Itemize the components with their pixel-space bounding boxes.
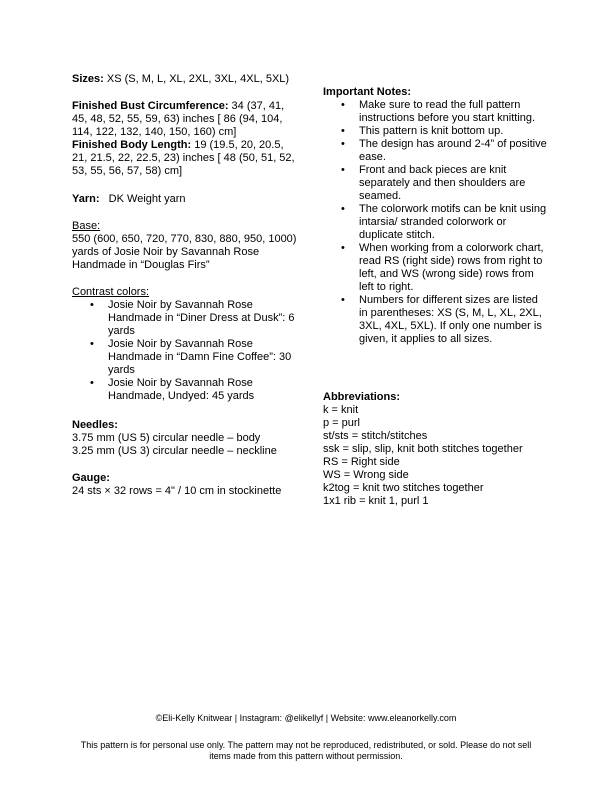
yarn-value: DK Weight yarn [99,193,186,205]
contrast-heading: Contrast colors: [72,286,150,298]
abbreviation-item: RS = Right side [323,456,400,468]
body-length-line [72,139,297,178]
note-item: • Numbers for different sizes are listed in parentheses: XS (S, M, L, XL, 2XL, 3XL, 4XL, 5XL). If only one number is given, it applies to all sizes. [323,294,548,346]
base-text: 550 (600, 650, 720, 770, 830, 880, 950, 1000) yards of Josie Noir by Savannah Rose Handmade in “Douglas Firs” [72,233,297,271]
sizes-line [72,73,297,86]
yarn-block [72,193,297,206]
abbreviation-item: p = purl [323,417,360,429]
yarn-line [72,193,297,206]
footer-credit: ©Eli-Kelly Knitwear | Instagram: @elikellyf | Website: www.eleanorkelly.com [155,713,457,723]
note-item: • This pattern is knit bottom up. [323,125,548,138]
sizes-value: XS (S, M, L, XL, 2XL, 3XL, 4XL, 5XL) [103,73,290,85]
base-block [72,220,297,272]
bust-label: Finished Bust Circumference: [72,100,229,112]
abbreviations-list [323,404,548,508]
notes-heading: Important Notes: [323,86,411,98]
gauge-block [72,472,297,498]
abbreviation-item: 1x1 rib = knit 1, purl 1 [323,495,429,507]
abbreviation-item: k2tog = knit two stitches together [323,482,484,494]
sizes-label: Sizes: [72,73,104,85]
note-item: • When working from a colorwork chart, read RS (right side) rows from right to left, and WS (wrong side) rows from left to right. [323,242,548,294]
abbreviations-block [323,391,548,508]
base-heading: Base: [72,220,101,232]
note-item: • The colorwork motifs can be knit using intarsia/ stranded colorwork or duplicate stitch. [323,203,548,242]
gauge-heading: Gauge: [72,472,110,484]
contrast-block [72,286,297,403]
body-length-value: 19 (19.5, 20, 20.5, 21, 21.5, 22, 22.5, 23) inches [ 48 (50, 51, 52, 53, 55, 56, 57, 58) cm] [72,139,295,177]
abbreviation-item: WS = Wrong side [323,469,409,481]
needles-list [72,432,297,458]
note-item: • Make sure to read the full pattern instructions before you start knitting. [323,99,548,125]
contrast-list [72,299,297,403]
sizes-block [72,73,297,86]
contrast-item: • Josie Noir by Savannah Rose Handmade in “Damn Fine Coffee”: 30 yards [72,338,297,377]
needle-item: 3.25 mm (US 3) circular needle – neckline [72,445,277,457]
gauge-text: 24 sts × 32 rows = 4" / 10 cm in stockinette [72,485,282,497]
needles-heading: Needles: [72,419,118,431]
abbreviation-item: k = knit [323,404,359,416]
abbreviation-item: st/sts = stitch/stitches [323,430,428,442]
needle-item: 3.75 mm (US 5) circular needle – body [72,432,261,444]
body-length-label: Finished Body Length: [72,139,192,151]
needles-block [72,419,297,458]
notes-list [323,99,548,346]
yarn-label: Yarn: [72,193,100,205]
abbreviations-heading: Abbreviations: [323,391,401,403]
contrast-item: • Josie Noir by Savannah Rose Handmade in “Diner Dress at Dusk”: 6 yards [72,299,297,338]
note-item: • Front and back pieces are knit separately and then shoulders are seamed. [323,164,548,203]
bust-value: 34 (37, 41, 45, 48, 52, 55, 59, 63) inches [ 86 (94, 104, 114, 122, 132, 140, 150, 160) cm] [72,100,285,138]
abbreviation-item: ssk = slip, slip, knit both stitches together [323,443,523,455]
contrast-item: • Josie Noir by Savannah Rose Handmade, Undyed: 45 yards [72,377,297,403]
bust-line [72,100,297,139]
note-item: • The design has around 2-4” of positive ease. [323,138,548,164]
footer-notice: This pattern is for personal use only. The pattern may not be reproduced, redistributed, or sold. Please do not sell items made from this pattern without permission. [80,740,532,761]
measurements-block [72,100,297,178]
notes-block [323,86,548,346]
